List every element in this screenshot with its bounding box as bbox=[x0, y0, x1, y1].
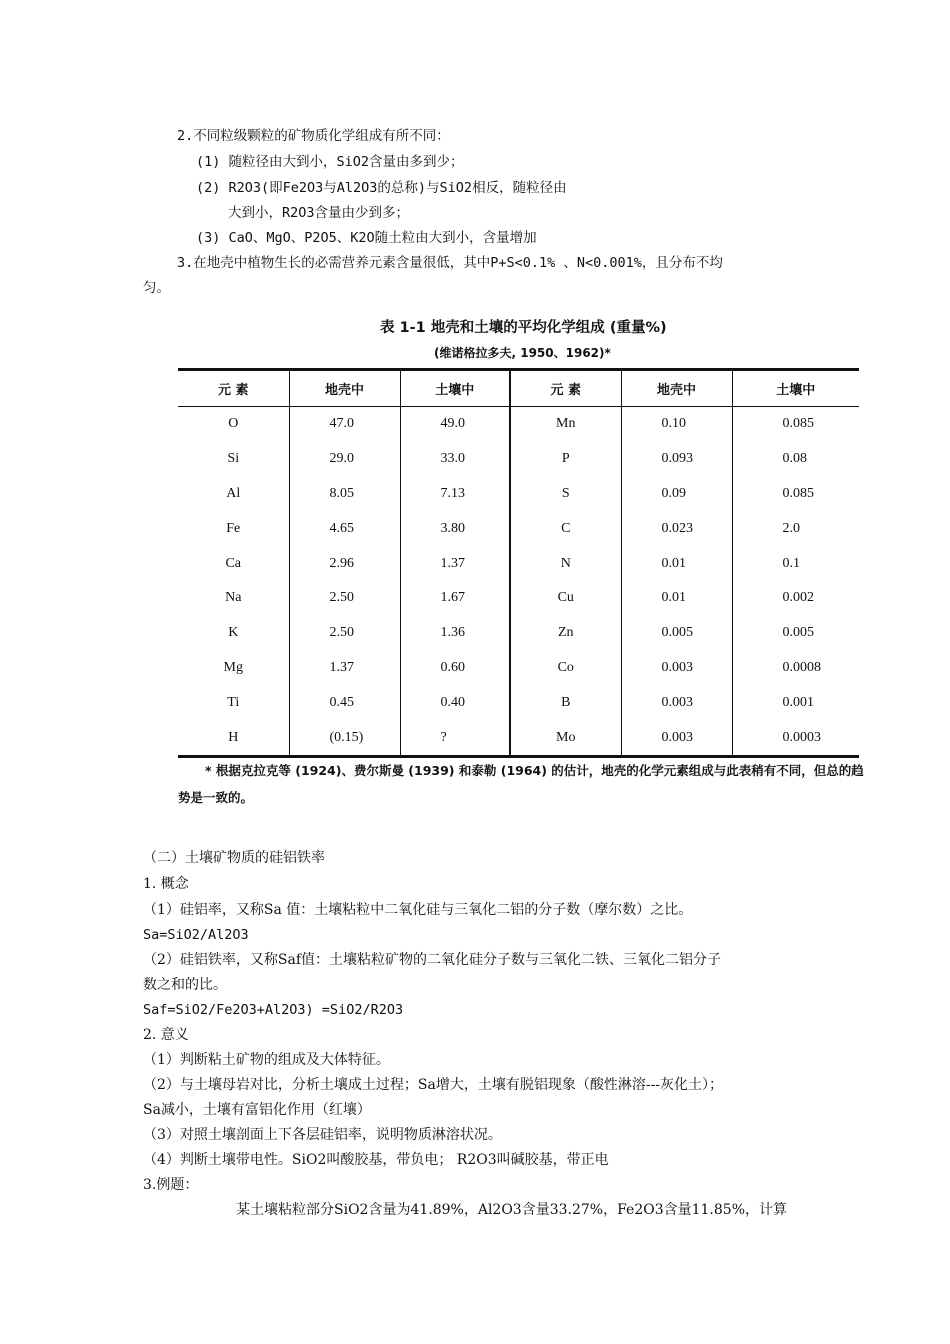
cell-soil: 0.085 bbox=[732, 477, 859, 512]
cell-soil: 1.67 bbox=[400, 581, 510, 616]
header-crust-right: 地壳中 bbox=[621, 370, 732, 407]
text-line-item-1: (1) 随粒径由大到小，SiO2含量由多到少； bbox=[196, 154, 464, 170]
table-row bbox=[178, 546, 859, 581]
cell-crust: 0.09 bbox=[621, 477, 732, 512]
cell-crust: 0.003 bbox=[621, 720, 732, 756]
cell-crust: 47.0 bbox=[289, 407, 400, 442]
cell-crust: 0.003 bbox=[621, 685, 732, 720]
header-soil-left: 土壤中 bbox=[400, 370, 510, 407]
cell-soil: 0.005 bbox=[732, 616, 859, 651]
cell-crust: 0.023 bbox=[621, 511, 732, 546]
text-line-meaning: 2. 意义 bbox=[143, 1027, 189, 1043]
cell-element: K bbox=[228, 625, 239, 641]
cell-soil: 0.40 bbox=[400, 685, 510, 720]
text-line-item-2: (2) R2O3(即Fe2O3与Al2O3的总称)与SiO2相反，随粒径由 bbox=[196, 180, 567, 196]
cell-crust: 0.01 bbox=[621, 546, 732, 581]
cell-crust: 29.0 bbox=[289, 442, 400, 477]
cell-soil: 0.002 bbox=[732, 581, 859, 616]
cell-crust: 1.37 bbox=[289, 651, 400, 686]
cell-element: Fe bbox=[226, 520, 241, 536]
cell-crust: 2.50 bbox=[289, 616, 400, 651]
text-line-sa-def: （1）硅铝率，又称Sa 值：土壤粘粒中二氧化硅与三氧化二铝的分子数（摩尔数）之比。 bbox=[143, 902, 693, 918]
header-element-left: 元 素 bbox=[178, 370, 289, 407]
table-row bbox=[178, 581, 859, 616]
text-line-concept: 1. 概念 bbox=[143, 876, 189, 892]
cell-crust: 0.093 bbox=[621, 442, 732, 477]
cell-element: Zn bbox=[510, 616, 621, 651]
text-line-meaning-4: （4）判断土壤带电性。SiO2叫酸胶基，带负电； R2O3叫碱胶基，带正电 bbox=[143, 1152, 609, 1168]
cell-element: Si bbox=[227, 451, 240, 467]
cell-element: Ca bbox=[225, 555, 242, 571]
text-line-grain-size: 2.不同粒级颗粒的矿物质化学组成有所不同： bbox=[177, 128, 450, 144]
cell-element: Cu bbox=[510, 581, 621, 616]
table-footnote: * 根据克拉克等 (1924)、费尔斯曼 (1939) 和泰勒 (1964) 的估计，地壳的化学元素组成与此表稍有不同，但总的趋 bbox=[205, 763, 864, 778]
text-line-meaning-1: （1）判断粘土矿物的组成及大体特征。 bbox=[143, 1052, 390, 1068]
table-footnote-cont: 势是一致的。 bbox=[178, 790, 254, 805]
cell-element: B bbox=[510, 685, 621, 720]
cell-crust: (0.15) bbox=[289, 720, 400, 756]
text-line-item-2-cont: 大到小，R2O3含量由少到多； bbox=[228, 205, 410, 221]
cell-element: Na bbox=[225, 590, 242, 606]
cell-crust: 0.01 bbox=[621, 581, 732, 616]
cell-soil: 1.36 bbox=[400, 616, 510, 651]
cell-soil: 0.1 bbox=[732, 546, 859, 581]
text-line-nutrients: 3.在地壳中植物生长的必需营养元素含量很低，其中P+S<0.1% 、N<0.001%，且分布不均 bbox=[177, 255, 723, 271]
cell-soil: 2.0 bbox=[732, 511, 859, 546]
cell-element: S bbox=[510, 477, 621, 512]
cell-crust: 2.50 bbox=[289, 581, 400, 616]
text-line-item-3: (3) CaO、MgO、P2O5、K2O随土粒由大到小，含量增加 bbox=[196, 230, 537, 246]
text-line-example: 3.例题： bbox=[143, 1177, 199, 1193]
cell-soil: 7.13 bbox=[400, 477, 510, 512]
table-row bbox=[178, 511, 859, 546]
cell-element: Mg bbox=[223, 659, 243, 675]
table-row bbox=[178, 442, 859, 477]
text-line-saf-def-cont: 数之和的比。 bbox=[143, 977, 227, 993]
table-title: 表 1-1 地壳和土壤的平均化学组成 (重量%) bbox=[380, 320, 667, 336]
cell-soil: 1.37 bbox=[400, 546, 510, 581]
table-row bbox=[178, 407, 859, 442]
table-subtitle: (维诺格拉多夫, 1950、1962)* bbox=[434, 346, 611, 360]
table-row bbox=[178, 616, 859, 651]
table-row bbox=[178, 477, 859, 512]
cell-crust: 0.003 bbox=[621, 651, 732, 686]
cell-element: O bbox=[228, 416, 239, 432]
section-heading: （二）土壤矿物质的硅铝铁率 bbox=[143, 850, 325, 866]
cell-crust: 0.10 bbox=[621, 407, 732, 442]
cell-element: N bbox=[510, 546, 621, 581]
table-row bbox=[178, 720, 859, 756]
cell-crust: 0.45 bbox=[289, 685, 400, 720]
text-line-saf-def: （2）硅铝铁率，又称Saf值：土壤粘粒矿物的二氧化硅分子数与三氧化二铁、三氧化二铝分子 bbox=[143, 952, 722, 968]
cell-soil: 0.0008 bbox=[732, 651, 859, 686]
cell-element: Co bbox=[510, 651, 621, 686]
header-element-right: 元 素 bbox=[510, 370, 621, 407]
cell-soil: 49.0 bbox=[400, 407, 510, 442]
cell-soil: 0.001 bbox=[732, 685, 859, 720]
cell-crust: 0.005 bbox=[621, 616, 732, 651]
cell-soil: 33.0 bbox=[400, 442, 510, 477]
cell-element: Al bbox=[226, 485, 241, 501]
table-row bbox=[178, 685, 859, 720]
cell-element: Mn bbox=[510, 407, 621, 442]
cell-element: P bbox=[510, 442, 621, 477]
cell-soil: ? bbox=[400, 720, 510, 756]
cell-crust: 4.65 bbox=[289, 511, 400, 546]
text-line-meaning-2: （2）与土壤母岩对比，分析土壤成土过程；Sa增大，土壤有脱铝现象（酸性淋溶---灰化土）； bbox=[143, 1077, 724, 1093]
cell-element: Mo bbox=[510, 720, 621, 756]
cell-crust: 8.05 bbox=[289, 477, 400, 512]
formula-saf: Saf=SiO2/Fe2O3+Al2O3) =SiO2/R2O3 bbox=[143, 1002, 404, 1018]
cell-soil: 0.0003 bbox=[732, 720, 859, 756]
composition-table bbox=[178, 368, 859, 758]
cell-element: H bbox=[178, 720, 289, 756]
cell-element: C bbox=[510, 511, 621, 546]
cell-soil: 0.085 bbox=[732, 407, 859, 442]
cell-soil: 0.08 bbox=[732, 442, 859, 477]
header-soil-right: 土壤中 bbox=[732, 370, 859, 407]
table-header-row bbox=[178, 370, 859, 407]
text-line-meaning-2-cont: Sa减小，土壤有富铝化作用（红壤） bbox=[143, 1102, 371, 1118]
text-line-example-problem: 某土壤粘粒部分SiO2含量为41.89%，Al2O3含量33.27%，Fe2O3含量11.85%，计算 bbox=[236, 1202, 788, 1218]
cell-soil: 3.80 bbox=[400, 511, 510, 546]
cell-element: Ti bbox=[227, 694, 240, 710]
formula-sa: Sa=SiO2/Al2O3 bbox=[143, 927, 249, 943]
cell-crust: 2.96 bbox=[289, 546, 400, 581]
text-line-meaning-3: （3）对照土壤剖面上下各层硅铝率，说明物质淋溶状况。 bbox=[143, 1127, 502, 1143]
cell-soil: 0.60 bbox=[400, 651, 510, 686]
header-crust-left: 地壳中 bbox=[289, 370, 400, 407]
table-row bbox=[178, 651, 859, 686]
text-line-nutrients-cont: 匀。 bbox=[143, 280, 170, 296]
